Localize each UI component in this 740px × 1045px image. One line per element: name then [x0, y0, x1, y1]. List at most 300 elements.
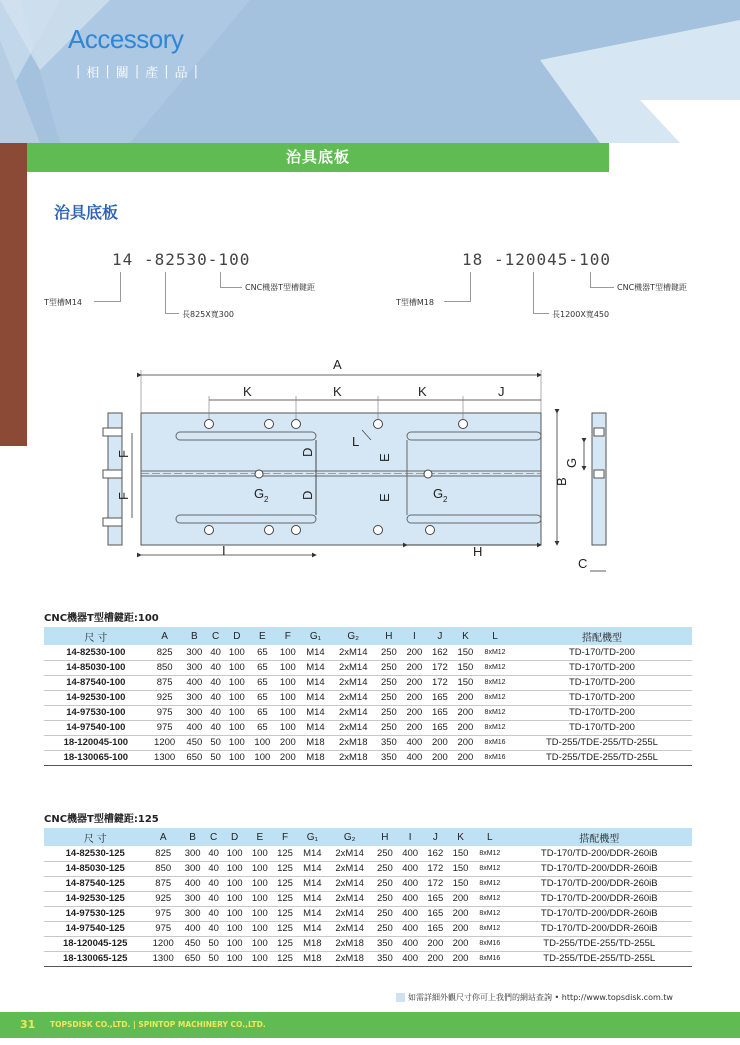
value-cell: 300: [180, 906, 205, 921]
dim-label-l: L: [352, 434, 360, 449]
column-header: B: [182, 627, 208, 645]
column-header: L: [478, 627, 512, 645]
value-cell: 650: [182, 750, 208, 765]
value-cell: M14: [298, 906, 327, 921]
value-cell: 150: [453, 645, 479, 660]
value-cell: 250: [372, 891, 397, 906]
value-cell: 200: [402, 720, 428, 735]
value-cell: 2xM14: [327, 891, 372, 906]
leader-line: [470, 272, 471, 302]
value-cell: 250: [372, 876, 397, 891]
table-header-row: [44, 627, 692, 645]
value-cell: 975: [146, 906, 180, 921]
value-cell: 162: [427, 645, 453, 660]
column-header: I: [398, 828, 423, 846]
code2-note-right: CNC機器T型槽鍵距: [617, 283, 688, 292]
value-cell: 8xM12: [478, 675, 512, 690]
value-cell: 40: [205, 921, 222, 936]
value-cell: 400: [182, 720, 208, 735]
value-cell: 65: [250, 705, 276, 720]
model-cell: 14-97530-100: [44, 705, 148, 720]
value-cell: 100: [222, 906, 247, 921]
column-header: E: [250, 627, 276, 645]
value-cell: 300: [180, 861, 205, 876]
model-cell: 18-120045-125: [44, 936, 146, 951]
value-cell: 100: [247, 936, 272, 951]
dim-label-g1: G: [564, 457, 579, 468]
value-cell: 400: [398, 891, 423, 906]
value-cell: 400: [182, 675, 208, 690]
machine-cell: TD-170/TD-200: [512, 705, 692, 720]
value-cell: 165: [423, 906, 448, 921]
column-header: G₁: [301, 627, 331, 645]
table-row: [44, 675, 692, 690]
leader-line: [533, 313, 549, 314]
value-cell: 875: [146, 876, 180, 891]
machine-cell: TD-170/TD-200/DDR-260iB: [507, 876, 692, 891]
value-cell: 200: [448, 906, 473, 921]
dim-label-a: A: [333, 358, 342, 372]
value-cell: 400: [398, 921, 423, 936]
side-accent-bar: [0, 143, 27, 446]
table-row: [44, 735, 692, 750]
column-header: K: [448, 828, 473, 846]
value-cell: 925: [146, 891, 180, 906]
value-cell: 825: [146, 846, 180, 861]
dim-label-b: B: [554, 477, 569, 486]
table-row: [44, 720, 692, 735]
value-cell: M18: [298, 936, 327, 951]
value-cell: 100: [222, 861, 247, 876]
value-cell: 100: [275, 690, 301, 705]
spec-table-100: [44, 627, 692, 766]
value-cell: 400: [398, 906, 423, 921]
value-cell: 200: [453, 720, 479, 735]
column-header: D: [224, 627, 250, 645]
value-cell: 350: [376, 735, 402, 750]
model-cell: 14-82530-100: [44, 645, 148, 660]
table-row: [44, 750, 692, 765]
column-header: 尺 寸: [44, 627, 148, 645]
value-cell: 1300: [146, 951, 180, 966]
model-cell: 18-130065-125: [44, 951, 146, 966]
value-cell: M14: [298, 921, 327, 936]
model-cell: 14-92530-100: [44, 690, 148, 705]
value-cell: 200: [448, 891, 473, 906]
value-cell: 100: [275, 720, 301, 735]
value-cell: 125: [272, 906, 297, 921]
value-cell: 400: [398, 951, 423, 966]
model-cell: 14-85030-125: [44, 861, 146, 876]
value-cell: 200: [275, 735, 301, 750]
code1-note-right: CNC機器T型槽鍵距: [245, 283, 316, 292]
value-cell: 2xM14: [327, 906, 372, 921]
page-header: [0, 0, 740, 143]
value-cell: 8xM12: [473, 846, 506, 861]
value-cell: 65: [250, 720, 276, 735]
table-row: [44, 891, 692, 906]
value-cell: 100: [222, 846, 247, 861]
value-cell: M14: [301, 675, 331, 690]
value-cell: 172: [423, 876, 448, 891]
machine-cell: TD-170/TD-200: [512, 660, 692, 675]
value-cell: 100: [247, 951, 272, 966]
value-cell: 40: [205, 861, 222, 876]
value-cell: 400: [398, 876, 423, 891]
value-cell: 2xM14: [327, 921, 372, 936]
table-row: [44, 951, 692, 966]
footnote-marker-icon: [396, 993, 405, 1002]
value-cell: 40: [207, 645, 224, 660]
column-header: L: [473, 828, 506, 846]
value-cell: 2xM14: [327, 876, 372, 891]
dim-label-g2-sub: 2: [443, 495, 448, 504]
value-cell: 200: [453, 750, 479, 765]
code2-prefix: 18: [462, 250, 484, 269]
machine-cell: TD-170/TD-200/DDR-260iB: [507, 846, 692, 861]
value-cell: 400: [402, 735, 428, 750]
value-cell: 200: [448, 936, 473, 951]
value-cell: 850: [146, 861, 180, 876]
value-cell: 8xM16: [473, 951, 506, 966]
value-cell: 8xM12: [478, 705, 512, 720]
value-cell: 200: [453, 705, 479, 720]
value-cell: 400: [398, 936, 423, 951]
column-header: G₂: [327, 828, 372, 846]
leader-line: [220, 272, 221, 288]
value-cell: M18: [298, 951, 327, 966]
value-cell: 200: [402, 675, 428, 690]
value-cell: 300: [182, 690, 208, 705]
value-cell: 65: [250, 660, 276, 675]
column-header: H: [372, 828, 397, 846]
model-cell: 14-97540-100: [44, 720, 148, 735]
column-header: K: [453, 627, 479, 645]
value-cell: 8xM12: [478, 660, 512, 675]
value-cell: 925: [148, 690, 182, 705]
value-cell: 250: [372, 846, 397, 861]
value-cell: 125: [272, 876, 297, 891]
value-cell: 40: [205, 846, 222, 861]
value-cell: 250: [376, 660, 402, 675]
value-cell: 100: [275, 645, 301, 660]
value-cell: M14: [301, 690, 331, 705]
value-cell: 40: [207, 720, 224, 735]
dim-label-e: E: [377, 453, 392, 462]
value-cell: 40: [205, 906, 222, 921]
leader-line: [94, 301, 121, 302]
value-cell: M14: [301, 720, 331, 735]
value-cell: 1300: [148, 750, 182, 765]
value-cell: 300: [182, 660, 208, 675]
value-cell: 2xM14: [330, 675, 376, 690]
value-cell: 100: [224, 750, 250, 765]
value-cell: 65: [250, 690, 276, 705]
machine-cell: TD-170/TD-200: [512, 645, 692, 660]
value-cell: 100: [247, 861, 272, 876]
value-cell: 100: [222, 891, 247, 906]
value-cell: 250: [372, 861, 397, 876]
value-cell: 2xM18: [330, 750, 376, 765]
value-cell: 200: [402, 645, 428, 660]
value-cell: 975: [148, 720, 182, 735]
code2-note-left: T型槽M18: [396, 298, 434, 307]
value-cell: 875: [148, 675, 182, 690]
value-cell: 125: [272, 921, 297, 936]
dim-label-k: K: [243, 384, 252, 399]
value-cell: 65: [250, 675, 276, 690]
table-row: [44, 690, 692, 705]
value-cell: 100: [224, 705, 250, 720]
value-cell: 165: [427, 690, 453, 705]
value-cell: 400: [398, 846, 423, 861]
dim-label-k: K: [418, 384, 427, 399]
machine-cell: TD-255/TDE-255/TD-255L: [512, 750, 692, 765]
value-cell: 200: [402, 705, 428, 720]
plate-body: [141, 413, 541, 545]
footer-company: TOPSDISK CO.,LTD. | SPINTOP MACHINERY CO.,LTD.: [50, 1020, 266, 1029]
value-cell: 2xM18: [327, 951, 372, 966]
column-header: J: [423, 828, 448, 846]
value-cell: 200: [402, 660, 428, 675]
value-cell: 165: [423, 921, 448, 936]
value-cell: 100: [222, 951, 247, 966]
value-cell: 200: [402, 690, 428, 705]
dim-label-g2: G: [433, 486, 444, 501]
value-cell: 2xM14: [330, 660, 376, 675]
column-header: A: [146, 828, 180, 846]
value-cell: 40: [207, 660, 224, 675]
value-cell: 40: [207, 675, 224, 690]
value-cell: 8xM12: [478, 720, 512, 735]
value-cell: 100: [247, 846, 272, 861]
value-cell: 300: [180, 846, 205, 861]
machine-cell: TD-170/TD-200/DDR-260iB: [507, 891, 692, 906]
value-cell: 172: [427, 675, 453, 690]
table-row: [44, 876, 692, 891]
column-header: J: [427, 627, 453, 645]
value-cell: 150: [448, 861, 473, 876]
code1-note-bottom: 長825X寬300: [182, 310, 235, 319]
value-cell: 125: [272, 936, 297, 951]
dim-label-f: F: [116, 492, 131, 500]
footnote: [396, 992, 673, 1003]
table-row: [44, 861, 692, 876]
value-cell: 200: [275, 750, 301, 765]
value-cell: 2xM14: [330, 645, 376, 660]
footnote-text: 如需詳細外觀尺寸你可上我們的網站查詢 • http://www.topsdisk.com.tw: [408, 993, 673, 1002]
leader-line: [120, 272, 121, 302]
value-cell: 350: [372, 936, 397, 951]
machine-cell: TD-170/TD-200/DDR-260iB: [507, 906, 692, 921]
value-cell: 8xM12: [473, 861, 506, 876]
column-header: H: [376, 627, 402, 645]
column-header: G₂: [330, 627, 376, 645]
value-cell: 2xM14: [330, 690, 376, 705]
value-cell: 125: [272, 846, 297, 861]
machine-cell: TD-255/TDE-255/TD-255L: [507, 936, 692, 951]
machine-cell: TD-255/TDE-255/TD-255L: [512, 735, 692, 750]
column-header: F: [272, 828, 297, 846]
model-cell: 14-97540-125: [44, 921, 146, 936]
value-cell: 350: [372, 951, 397, 966]
value-cell: 100: [250, 735, 276, 750]
value-cell: 450: [182, 735, 208, 750]
value-cell: 8xM12: [478, 690, 512, 705]
value-cell: 8xM12: [473, 876, 506, 891]
value-cell: 150: [453, 660, 479, 675]
value-cell: 1200: [148, 735, 182, 750]
value-cell: 125: [272, 951, 297, 966]
value-cell: 100: [224, 645, 250, 660]
value-cell: 165: [423, 891, 448, 906]
machine-cell: TD-170/TD-200: [512, 690, 692, 705]
value-cell: 40: [205, 876, 222, 891]
value-cell: 975: [146, 921, 180, 936]
leader-line: [165, 272, 166, 314]
table-row: [44, 921, 692, 936]
value-cell: 450: [180, 936, 205, 951]
value-cell: 150: [448, 876, 473, 891]
column-header: A: [148, 627, 182, 645]
value-cell: 8xM12: [473, 921, 506, 936]
value-cell: 8xM16: [478, 750, 512, 765]
table-100-title: CNC機器T型槽鍵距:100: [44, 613, 159, 624]
machine-cell: TD-170/TD-200: [512, 720, 692, 735]
value-cell: 150: [453, 675, 479, 690]
table-row: [44, 645, 692, 660]
value-cell: 850: [148, 660, 182, 675]
dim-label-j: J: [498, 384, 505, 399]
value-cell: 400: [180, 921, 205, 936]
code2-model: -120045-100: [494, 250, 611, 269]
value-cell: M14: [298, 891, 327, 906]
dim-label-f: F: [116, 450, 131, 458]
value-cell: M18: [301, 750, 331, 765]
value-cell: 100: [224, 735, 250, 750]
value-cell: 8xM12: [473, 891, 506, 906]
table-125-title: CNC機器T型槽鍵距:125: [44, 814, 159, 825]
column-header: B: [180, 828, 205, 846]
value-cell: 200: [453, 735, 479, 750]
value-cell: 400: [398, 861, 423, 876]
value-cell: 100: [224, 675, 250, 690]
value-cell: 250: [376, 720, 402, 735]
value-cell: 100: [222, 936, 247, 951]
column-header: C: [207, 627, 224, 645]
value-cell: 50: [207, 735, 224, 750]
column-header: I: [402, 627, 428, 645]
value-cell: 100: [224, 720, 250, 735]
value-cell: 100: [275, 660, 301, 675]
value-cell: 100: [222, 921, 247, 936]
leader-line: [590, 272, 591, 288]
value-cell: M14: [298, 846, 327, 861]
model-cell: 14-92530-125: [44, 891, 146, 906]
value-cell: 200: [427, 750, 453, 765]
value-cell: 8xM12: [473, 906, 506, 921]
subtitle-char: 相: [86, 66, 100, 81]
value-cell: 150: [448, 846, 473, 861]
value-cell: 200: [448, 951, 473, 966]
dim-label-k: K: [333, 384, 342, 399]
table-row: [44, 906, 692, 921]
column-header: 搭配機型: [512, 627, 692, 645]
machine-cell: TD-170/TD-200: [512, 675, 692, 690]
value-cell: 250: [372, 921, 397, 936]
value-cell: 200: [427, 735, 453, 750]
value-cell: M14: [298, 861, 327, 876]
table-row: [44, 846, 692, 861]
table-header-row: [44, 828, 692, 846]
value-cell: 50: [205, 936, 222, 951]
value-cell: M14: [301, 660, 331, 675]
value-cell: 100: [275, 705, 301, 720]
value-cell: 400: [180, 876, 205, 891]
value-cell: 250: [376, 675, 402, 690]
value-cell: 8xM16: [478, 735, 512, 750]
dim-label-d: D: [300, 447, 315, 457]
value-cell: 100: [224, 690, 250, 705]
value-cell: M18: [301, 735, 331, 750]
model-cell: 18-120045-100: [44, 735, 148, 750]
value-cell: 165: [427, 705, 453, 720]
value-cell: 2xM14: [330, 705, 376, 720]
model-cell: 14-87540-125: [44, 876, 146, 891]
value-cell: 65: [250, 645, 276, 660]
page-footer: [0, 1012, 740, 1038]
dim-label-c: C: [578, 556, 588, 571]
value-cell: 300: [182, 705, 208, 720]
value-cell: 250: [376, 690, 402, 705]
value-cell: 40: [205, 891, 222, 906]
section-title: 治具底板: [54, 203, 119, 222]
leader-line: [220, 287, 242, 288]
value-cell: 100: [222, 876, 247, 891]
value-cell: 165: [427, 720, 453, 735]
header-subtitle: | 相 | 關 | 產 | 品 |: [76, 64, 199, 81]
header-title: Accessory: [68, 24, 184, 54]
dim-label-e: E: [377, 493, 392, 502]
table-row: [44, 660, 692, 675]
column-header: 尺 寸: [44, 828, 146, 846]
value-cell: 200: [448, 921, 473, 936]
table-row: [44, 705, 692, 720]
value-cell: 50: [207, 750, 224, 765]
value-cell: 100: [247, 891, 272, 906]
value-cell: 300: [180, 891, 205, 906]
value-cell: 825: [148, 645, 182, 660]
section-bar: 治具底板: [27, 143, 609, 172]
value-cell: 50: [205, 951, 222, 966]
page-number: 31: [20, 1018, 36, 1031]
model-cell: 14-87540-100: [44, 675, 148, 690]
machine-cell: TD-170/TD-200/DDR-260iB: [507, 921, 692, 936]
technical-drawing: [100, 358, 620, 573]
value-cell: 100: [247, 876, 272, 891]
dim-label-i: I: [222, 543, 226, 558]
value-cell: 125: [272, 891, 297, 906]
leader-line: [165, 313, 179, 314]
leader-line: [590, 287, 614, 288]
column-header: 搭配機型: [507, 828, 692, 846]
code1-prefix: 14: [112, 250, 134, 269]
column-header: F: [275, 627, 301, 645]
value-cell: 100: [247, 921, 272, 936]
value-cell: 100: [250, 750, 276, 765]
value-cell: 300: [182, 645, 208, 660]
column-header: C: [205, 828, 222, 846]
